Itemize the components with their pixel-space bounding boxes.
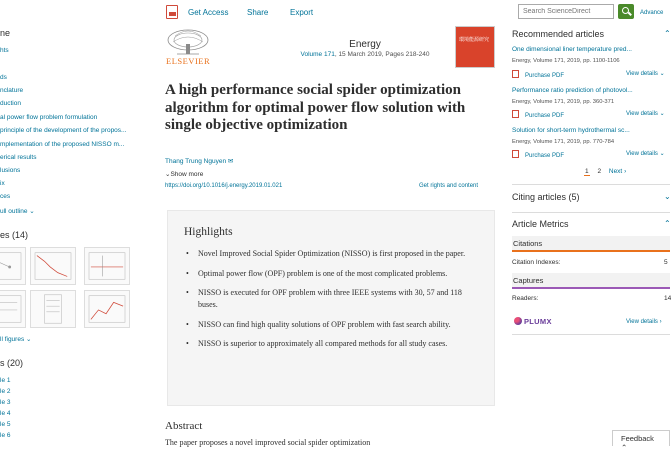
outline-item-appendix[interactable]: ix [0,180,5,187]
outline-header: ne [0,28,11,38]
pagination [584,168,626,175]
view-details-link[interactable]: View details ⌄ [626,71,665,77]
divider [512,184,670,185]
chevron-down-icon: ⌄ [659,71,665,77]
recommended-article-meta: Energy, Volume 171, 2019, pp. 1100-1106 [512,58,620,64]
figure-thumbnail[interactable] [84,290,130,328]
chevron-up-icon: ⌃ [621,443,628,452]
show-full-outline-link[interactable]: ull outline ⌄ [0,208,35,215]
advanced-search-link[interactable]: Advance [640,10,664,16]
highlight-item: • NISSO is executed for OPF problem with three IEEE systems with 30, 57 and 118 buses. [184,287,478,311]
highlight-item: • NISSO can find high quality solutions of OPF problem with fast search ability. [184,319,478,331]
captures-bar: Captures [512,273,670,289]
table-link[interactable]: le 6 [0,432,11,439]
search-button[interactable] [618,4,634,19]
pdf-icon [512,150,519,158]
citation-indexes-value: 5 [664,259,668,266]
citing-articles-title[interactable]: Citing articles (5) [512,192,580,202]
table-link[interactable]: le 1 [0,377,11,384]
readers-label: Readers: [512,295,539,302]
chevron-down-icon: ⌄ [26,336,32,343]
publisher-wordmark: ELSEVIER [166,56,211,66]
recommended-article-link[interactable]: Performance ratio prediction of photovol... [512,87,633,94]
journal-title[interactable]: Energy [349,39,381,50]
plumx-logo[interactable]: PLUMX [514,317,552,326]
doi-link[interactable]: https://doi.org/10.1016/j.energy.2019.01.021 [165,183,283,189]
abstract-text: The paper proposes a novel improved social spider optimization [165,438,371,447]
highlights-title: Highlights [184,226,233,238]
next-page-link[interactable]: Next › [608,168,627,175]
recommended-article-meta: Energy, Volume 171, 2019, pp. 360-371 [512,99,615,105]
get-access-button[interactable]: Get Access [188,8,229,17]
outline-item-highlights[interactable]: hts [0,47,9,54]
figure-thumbnail[interactable] [30,290,76,328]
chevron-right-icon: › [624,168,627,175]
recommended-title: Recommended articles [512,29,605,39]
share-button[interactable]: Share [247,8,269,17]
article-title: A high performance social spider optimization algorithm for optimal power flow solution with single objective optimization [165,82,466,133]
purchase-pdf-link[interactable]: Purchase PDF [512,150,564,159]
abstract-title: Abstract [165,420,203,432]
table-link[interactable]: le 4 [0,410,11,417]
recommended-article-meta: Energy, Volume 171, 2019, pp. 770-784 [512,139,615,145]
article-main [165,26,495,446]
article-metrics-title: Article Metrics [512,219,569,229]
outline-item-introduction[interactable]: duction [0,100,21,107]
recommended-article-link[interactable]: One dimensional liner temperature pred... [512,46,632,53]
outline-item-principle[interactable]: principle of the development of the propos... [0,127,127,134]
highlights-list [184,248,478,350]
figure-thumbnail[interactable] [84,247,130,285]
tables-header: s (20) [0,358,24,368]
export-button[interactable]: Export [290,8,314,17]
outline-item-opf-formulation[interactable]: al power flow problem formulation [0,114,98,121]
figure-thumbnail[interactable] [0,290,26,328]
divider [512,212,670,213]
pdf-icon [512,70,519,78]
chevron-down-icon: ⌄ [659,111,665,117]
chevron-down-icon: ⌄ [659,151,665,157]
feedback-button[interactable]: Feedback ⌃ [612,430,670,446]
chevron-up-icon[interactable]: ⌃ [664,29,671,38]
outline-item-implementation[interactable]: mplementation of the proposed NISSO m... [0,141,125,148]
chevron-down-icon: ⌄ [165,171,171,178]
outline-item-conclusions[interactable]: lusions [0,167,21,174]
pdf-icon [512,110,519,118]
chevron-right-icon: › [659,319,662,325]
table-link[interactable]: le 3 [0,399,11,406]
table-link[interactable]: le 2 [0,388,11,395]
outline-panel [0,0,150,446]
citation-indexes-label: Citation Indexes: [512,259,561,266]
view-details-link[interactable]: View details ⌄ [626,111,665,117]
citations-bar: Citations [512,236,670,252]
outline-item-numerical-results[interactable]: erical results [0,154,37,161]
mail-icon: ✉ [227,158,234,165]
table-link[interactable]: le 5 [0,421,11,428]
outline-item-references[interactable]: ces [0,193,11,200]
journal-cover-image[interactable]: 環境能源研究 [455,26,495,68]
article-toolbar [160,0,670,26]
figures-header: es (14) [0,230,29,240]
sidebar-right [512,26,670,446]
view-details-link[interactable]: View details ⌄ [626,151,665,157]
volume-link[interactable]: Volume 171 [300,51,335,58]
journal-volume: Volume 171, 15 March 2019, Pages 218-240 [300,51,430,58]
chevron-down-icon: ⌄ [29,208,35,215]
rights-link[interactable]: Get rights and content [419,183,479,189]
figure-thumbnail[interactable] [0,247,26,285]
search-input[interactable] [518,4,614,19]
author-link[interactable]: Thang Trung Nguyen ✉ [165,158,234,165]
figure-thumbnail[interactable] [30,247,76,285]
highlight-item: • NISSO is superior to approximately all compared methods for all study cases. [184,338,478,350]
highlight-item: • Novel Improved Social Spider Optimization (NISSO) is first proposed in the paper. [184,248,478,260]
pdf-icon[interactable] [166,5,178,19]
all-figures-link[interactable]: ll figures ⌄ [0,336,32,343]
metrics-view-details-link[interactable]: View details › [626,319,662,325]
chevron-up-icon[interactable]: ⌃ [664,219,671,228]
outline-item-keywords[interactable]: ds [0,74,7,81]
page-1[interactable]: 1 [585,168,589,175]
outline-item-nomenclature[interactable]: nclature [0,87,24,94]
purchase-pdf-link[interactable]: Purchase PDF [512,70,564,79]
highlights-box [167,210,495,406]
purchase-pdf-link[interactable]: Purchase PDF [512,110,564,119]
readers-value: 14 [664,295,671,302]
plumx-icon [514,317,522,325]
highlight-item: • Optimal power flow (OPF) problem is one of the most complicated problems. [184,268,478,280]
divider [512,334,670,335]
recommended-article-link[interactable]: Solution for short-term hydrothermal sc... [512,127,630,134]
page-2[interactable]: 2 [597,168,602,175]
chevron-down-icon[interactable]: ⌄ [664,192,671,201]
show-more-toggle[interactable]: ⌄Show more [165,171,204,178]
